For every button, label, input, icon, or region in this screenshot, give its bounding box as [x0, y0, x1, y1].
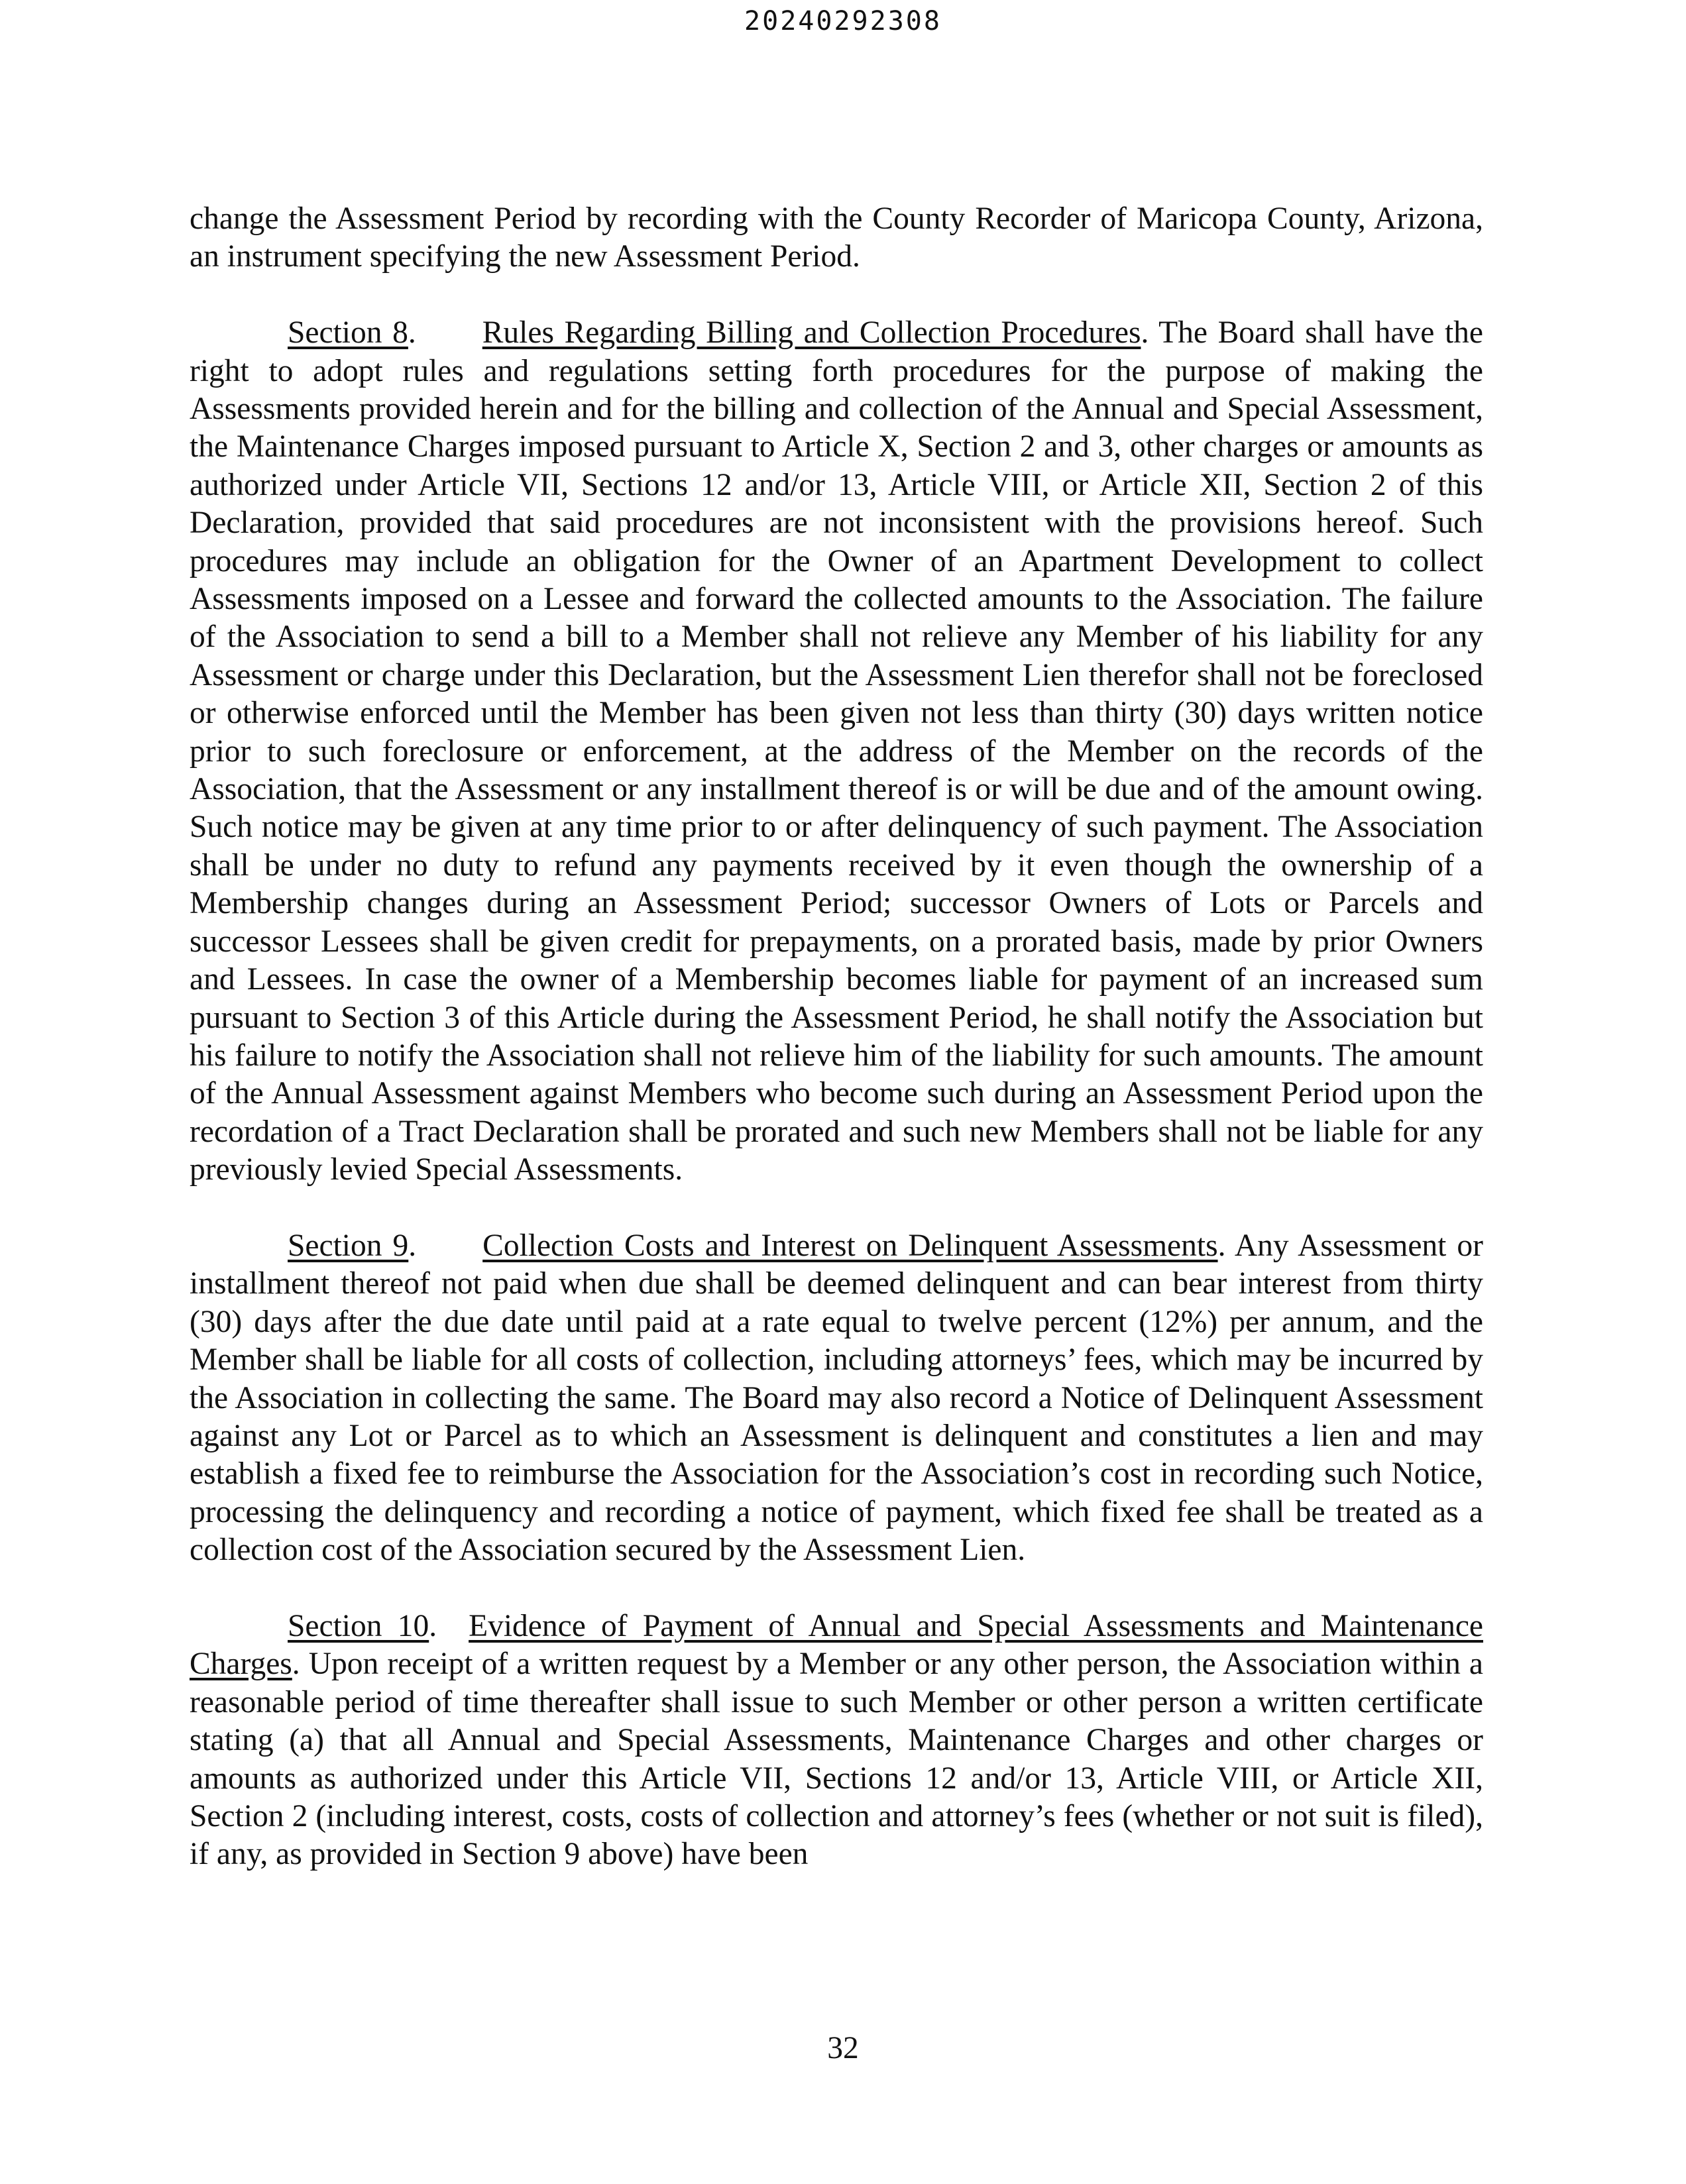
paragraph-continuation: change the Assessment Period by recording with the County Recorder of Maricopa County, Arizona, an instrument specifying the new Assessment Period. [190, 201, 1483, 274]
section-10-number: Section 10 [288, 1608, 429, 1643]
document-body [190, 200, 1483, 1912]
section-10-title: Evidence of Payment of Annual and Special Assessments and Maintenance Charges [190, 1608, 1483, 1682]
section-10-text: Upon receipt of a written request by a Member or any other person, the Association within a reasonable period of time thereafter shall issue to such Member or other person a written certificate stating (a) that all Annual and Special Assessments, Maintenance Charges and other charges or amounts as authorized under this Article VII, Sections 12 and/or 13, Article VIII, or Article XII, Section 2 (including interest, costs, costs of collection and attorney’s fees (whether or not suit is filed), if any, as provided in Section 9 above) have been [190, 1647, 1484, 1872]
section-9-title: Collection Costs and Interest on Delinquent Assessments [482, 1228, 1218, 1263]
section-9-paragraph: Section 9. Collection Costs and Interest on Delinquent Assessments. Any Assessment or installment thereof not paid when due shall be deemed delinquent and can bear interest from thirty (30) days after the due date until paid at a rate equal to twelve percent (12%) per annum, and the Member shall be liable for all costs of collection, including attorneys’ fees, which may be incurred by the Association in collecting the same. The Board may also record a Notice of Delinquent Assessment against any Lot or Parcel as to which an Assessment is delinquent and constitutes a lien and may establish a fixed fee to reimburse the Association for the Association’s cost in recording such Notice, processing the delinquency and recording a notice of payment, which fixed fee shall be treated as a collection cost of the Association secured by the Assessment Lien. [190, 1228, 1483, 1568]
section-9-number: Section 9 [288, 1228, 409, 1263]
document-number: 20240292308 [744, 6, 942, 36]
section-8-title: Rules Regarding Billing and Collection Procedures [482, 315, 1141, 351]
section-8-text: The Board shall have the right to adopt rules and regulations setting forth procedures for the purpose of making the Assessments provided herein and for the billing and collection of the Annual and Special Assessment, the Maintenance Charges imposed pursuant to Article X, Section 2 and 3, other charges or amounts as authorized under Article VII, Sections 12 and/or 13, Article VIII, or Article XII, Section 2 of this Declaration, provided that said procedures are not inconsistent with the provisions hereof. Such procedures may include an obligation for the Owner of an Apartment Development to collect Assessments imposed on a Lessee and forward the collected amounts to the Association. The failure of the Association to send a bill to a Member shall not relieve any Member of his liability for any Assessment or charge under this Declaration, but the Assessment Lien therefor shall not be foreclosed or otherwise enforced until the Member has been given not less than thirty (30) days written notice prior to such foreclosure or enforcement, at the address of the Member on the records of the Association, that the Assessment or any installment thereof is or will be due and of the amount owing. Such notice may be given at any time prior to or after delinquency of such payment. The Association shall be under no duty to refund any payments received by it even though the ownership of a Membership changes during an Assessment Period; successor Owners of Lots or Parcels and successor Lessees shall be given credit for prepayments, on a prorated basis, made by prior Owners and Lessees. In case the owner of a Membership becomes liable for payment of an increased sum pursuant to Section 3 of this Article during the Assessment Period, he shall notify the Association but his failure to notify the Association shall not relieve him of the liability for such amounts. The amount of the Annual Assessment against Members who become such during an Assessment Period upon the recordation of a Tract Declaration shall be prorated and such new Members shall not be liable for any previously levied Special Assessments. [190, 315, 1483, 1187]
section-10-paragraph: Section 10. Evidence of Payment of Annual and Special Assessments and Maintenance Charges. Upon receipt of a written request by a Member or any other person, the Association within a reasonable period of time thereafter shall issue to such Member or other person a written certificate stating (a) that all Annual and Special Assessments, Maintenance Charges and other charges or amounts as authorized under this Article VII, Sections 12 and/or 13, Article VIII, or Article XII, Section 2 (including interest, costs, costs of collection and attorney’s fees (whether or not suit is filed), if any, as provided in Section 9 above) have been [190, 1608, 1484, 1872]
section-8-number: Section 8 [288, 315, 408, 351]
section-8-paragraph: Section 8. Rules Regarding Billing and Collection Procedures. The Board shall have the right to adopt rules and regulations setting forth procedures for the purpose of making the Assessments provided herein and for the billing and collection of the Annual and Special Assessment, the Maintenance Charges imposed pursuant to Article X, Section 2 and 3, other charges or amounts as authorized under Article VII, Sections 12 and/or 13, Article VIII, or Article XII, Section 2 of this Declaration, provided that said procedures are not inconsistent with the provisions hereof. Such procedures may include an obligation for the Owner of an Apartment Development to collect Assessments imposed on a Lessee and forward the collected amounts to the Association. The failure of the Association to send a bill to a Member shall not relieve any Member of his liability for any Assessment or charge under this Declaration, but the Assessment Lien therefor shall not be foreclosed or otherwise enforced until the Member has been given not less than thirty (30) days written notice prior to such foreclosure or enforcement, at the address of the Member on the records of the Association, that the Assessment or any installment thereof is or will be due and of the amount owing. Such notice may be given at any time prior to or after delinquency of such payment. The Association shall be under no duty to refund any payments received by it even though the ownership of a Membership changes during an Assessment Period; successor Owners of Lots or Parcels and successor Lessees shall be given credit for prepayments, on a prorated basis, made by prior Owners and Lessees. In case the owner of a Membership becomes liable for payment of an increased sum pursuant to Section 3 of this Article during the Assessment Period, he shall notify the Association but his failure to notify the Association shall not relieve him of the liability for such amounts. The amount of the Annual Assessment against Members who become such during an Assessment Period upon the recordation of a Tract Declaration shall be prorated and such new Members shall not be liable for any previously levied Special Assessments. [190, 315, 1483, 1187]
section-9-text: Any Assessment or installment thereof not paid when due shall be deemed delinquent and can bear interest from thirty (30) days after the due date until paid at a rate equal to twelve percent (12%) per annum, and the Member shall be liable for all costs of collection, including attorneys’ fees, which may be incurred by the Association in collecting the same. The Board may also record a Notice of Delinquent Assessment against any Lot or Parcel as to which an Assessment is delinquent and constitutes a lien and may establish a fixed fee to reimburse the Association for the Association’s cost in recording such Notice, processing the delinquency and recording a notice of payment, which fixed fee shall be treated as a collection cost of the Association secured by the Assessment Lien. [190, 1228, 1483, 1568]
page-number: 32 [827, 2031, 859, 2065]
